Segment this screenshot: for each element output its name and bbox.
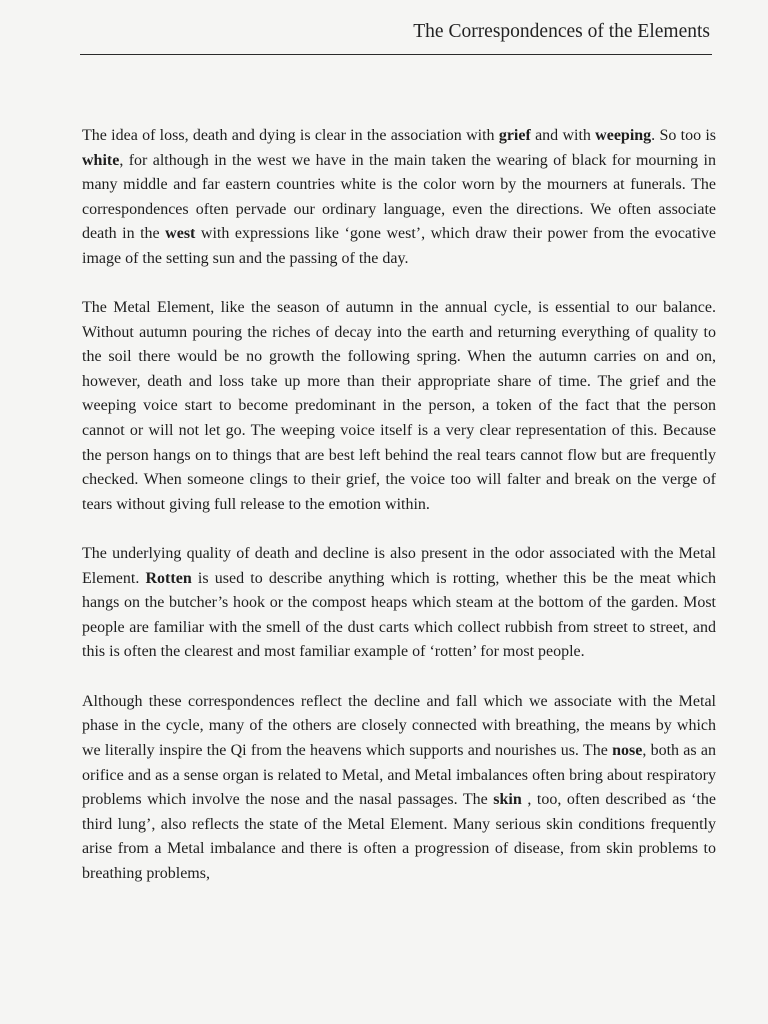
paragraph [82,690,716,886]
paragraph [82,296,716,517]
bold-term: west [165,225,196,243]
bold-term: Rotten [145,569,192,587]
text-run: Although these correspondences reflect the decline and fall which we associate with the Metal phase in the cycle, many of the others are closely connected with breathing, the means by which we literally inspire the Qi from the heavens which supports and nourishes us. The [82,692,716,760]
text-run: The underlying quality of death and decline is also present in the odor associated with the Metal Element. [82,545,716,587]
text-run: The Metal Element, like the season of autumn in the annual cycle, is essential to our balance. Without autumn pouring the riches of decay into the earth and returning everything of quality to the soil there would be no growth the following spring. When the autumn carries on and on, however, death and loss take up more than their appropriate share of time. The grief and the weeping voice start to become predominant in the person, a token of the fact that the person cannot or will not let go. The weeping voice itself is a very clear representation of this. Because the person hangs on to things that are best left behind the real tears cannot flow but are frequently checked. When someone clings to their grief, the voice too will falter and break on the verge of tears without giving full release to the emotion within. [82,299,716,513]
text-run: , for although in the west we have in the main taken the wearing of black for mourning in many middle and far eastern countries white is the color worn by the mourners at funerals. The correspondences often pervade our ordinary language, even the directions. We often associate death in the [82,151,716,243]
text-run: The idea of loss, death and dying is clear in the association with [82,127,499,144]
text-run: is used to describe anything which is rotting, whether this be the meat which hangs on the butcher’s hook or the compost heaps which steam at the bottom of the garden. Most people are familiar with the smell of the dust carts which collect rubbish from street to street, and this is often the clearest and most familiar example of ‘rotten’ for most people. [82,569,717,661]
bold-term: white [82,151,120,169]
body-text [82,124,716,911]
paragraph [82,542,716,665]
bold-term: grief [498,127,531,144]
paragraph [82,124,716,271]
text-run: with expressions like ‘gone west’, which draw their power from the evocative image of the setting sun and the passing of the day. [82,225,717,267]
running-head-title: The Correspondences of the Elements [413,21,710,42]
text-run: , both as an orifice and as a sense organ is related to Metal, and Metal imbalances often bring about respiratory problems which involve the nose and the nasal passages. The [82,742,717,809]
bold-term: nose [612,742,643,760]
bold-term: weeping [595,127,652,144]
text-run: , too, often described as ‘the third lung’, also reflects the state of the Metal Element. Many serious skin conditions frequently arise from a Metal imbalance and there is often a progression of disease, from skin problems to breathing problems, [82,791,717,882]
text-run: . So too is [651,127,717,144]
bold-term: skin [493,791,522,809]
running-head [80,14,712,55]
text-run: and with [530,127,596,144]
